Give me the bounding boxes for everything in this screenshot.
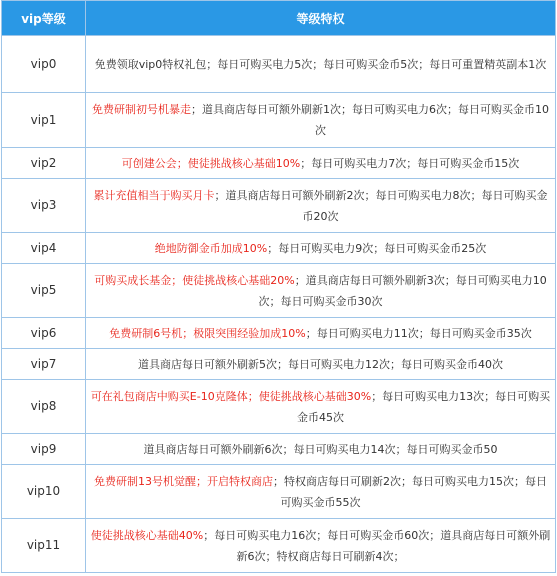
table-row — [2, 434, 556, 465]
vip-level-cell: vip10 — [2, 465, 86, 519]
vip-level-cell: vip4 — [2, 233, 86, 264]
table-row — [2, 148, 556, 179]
table-row — [2, 349, 556, 380]
privilege-highlight: 使徒挑战核心基础40% — [90, 528, 204, 542]
privilege-text: 道具商店每日可额外刷新5次；每日可购买电力12次；每日可购买金币40次 — [138, 357, 503, 371]
privilege-cell — [86, 179, 556, 233]
privilege-highlight: 累计充值相当于购买月卡 — [93, 188, 215, 202]
vip-privilege-table — [1, 0, 556, 573]
table-row — [2, 179, 556, 233]
privilege-highlight: 免费研制13号机觉醒；开启特权商店 — [94, 474, 273, 488]
privilege-highlight: 免费研制6号机；极限突围经验加成10% — [109, 326, 306, 340]
table-row — [2, 264, 556, 318]
table-row — [2, 318, 556, 349]
privilege-cell — [86, 349, 556, 380]
privilege-cell — [86, 434, 556, 465]
vip-level-cell: vip1 — [2, 93, 86, 148]
vip-level-cell: vip3 — [2, 179, 86, 233]
vip-level-cell: vip5 — [2, 264, 86, 318]
vip-level-cell: vip8 — [2, 380, 86, 434]
vip-level-cell: vip9 — [2, 434, 86, 465]
table-row — [2, 519, 556, 573]
privilege-highlight: 可在礼包商店中购买E-10克隆体；使徒挑战核心基础30% — [90, 389, 372, 403]
header-privilege: 等级特权 — [86, 1, 556, 36]
privilege-cell — [86, 380, 556, 434]
privilege-highlight: 免费研制初号机暴走 — [92, 103, 191, 116]
privilege-cell — [86, 233, 556, 264]
privilege-cell — [86, 264, 556, 318]
privilege-text: ；每日可购买电力9次；每日可购买金币25次 — [267, 241, 487, 255]
privilege-cell — [86, 519, 556, 573]
privilege-text: ；道具商店每日可额外刷新3次；每日可购买电力10次；每日可购买金币30次 — [258, 273, 547, 308]
privilege-cell — [86, 465, 556, 519]
privilege-text: ；每日可购买电力7次；每日可购买金币15次 — [300, 156, 520, 170]
privilege-text: ；道具商店每日可额外刷新2次；每日可购买电力8次；每日可购买金币20次 — [214, 188, 548, 223]
privilege-highlight: 可购买成长基金；使徒挑战核心基础20% — [94, 273, 295, 287]
vip-level-cell: vip2 — [2, 148, 86, 179]
privilege-text: ；每日可购买电力16次；每日可购买金币60次；道具商店每日可额外刷新6次；特权商店每日可刷新4次； — [203, 528, 551, 563]
privilege-cell — [86, 36, 556, 93]
table-row — [2, 465, 556, 519]
table-row — [2, 380, 556, 434]
privilege-text: ；每日可购买电力11次；每日可购买金币35次 — [305, 326, 532, 340]
privilege-text: ；道具商店每日可额外刷新1次；每日可购买电力6次；每日可购买金币10次 — [191, 103, 549, 137]
vip-level-cell: vip0 — [2, 36, 86, 93]
privilege-highlight: 绝地防御金币加成10% — [154, 241, 268, 255]
vip-level-cell: vip11 — [2, 519, 86, 573]
privilege-text: 道具商店每日可额外刷新6次；每日可购买电力14次；每日可购买金币50 — [143, 442, 498, 456]
table-row — [2, 93, 556, 148]
table-row — [2, 36, 556, 93]
privilege-text: ；特权商店每日可刷新2次；每日可购买电力15次；每日可购买金币55次 — [273, 474, 547, 509]
privilege-cell — [86, 318, 556, 349]
header-vip-level: vip等级 — [2, 1, 86, 36]
table-row — [2, 233, 556, 264]
vip-level-cell: vip6 — [2, 318, 86, 349]
privilege-text: 免费领取vip0特权礼包；每日可购买电力5次；每日可购买金币5次；每日可重置精英副本1次 — [94, 57, 547, 71]
privilege-highlight: 可创建公会；使徒挑战核心基础10% — [121, 156, 301, 170]
privilege-text: ；每日可购买电力13次；每日可购买金币45次 — [297, 389, 551, 424]
privilege-cell — [86, 93, 556, 148]
privilege-cell — [86, 148, 556, 179]
table-header-row — [2, 1, 556, 36]
vip-level-cell: vip7 — [2, 349, 86, 380]
